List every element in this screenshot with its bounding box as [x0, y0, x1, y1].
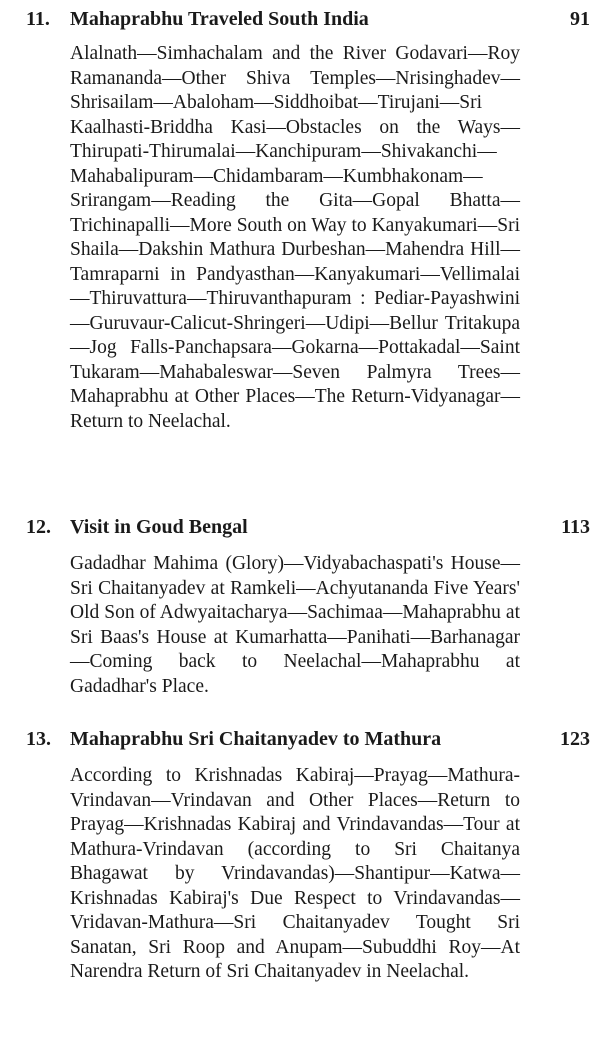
chapter-description: According to Krishnadas Kabiraj—Prayag—Mathura-Vrindavan—Vrindavan and Other Places—Return to Prayag—Krishnadas Kabiraj and Vrindavandas—Tour at Mathura-Vrindavan (according to Sri Chaitanya Bhagawat by Vrindavandas)—Shantipur—Katwa—Krishnadas Kabiraj's Due Respect to Vrindavandas—Vridavan-Mathura—Sri Chaitanyadev Tought Sri Sanatan, Sri Roop and Anupam—Subuddhi Roy—At Narendra Return of Sri Chaitanyadev in Neelachal. [70, 765, 520, 982]
chapter-description: Gadadhar Mahima (Glory)—Vidyabachaspati's House—Sri Chaitanyadev at Ramkeli—Achyutananda Five Years' Old Son of Adwyaitacharya—Sachimaa—Mahaprabhu at Sri Baas's House at Kumarhatta—Panihati—Barhanagar—Coming back to Neelachal—Mahaprabhu at Gadadhar's Place. [70, 553, 520, 697]
toc-entry-heading [0, 724, 600, 758]
chapter-title: Mahaprabhu Traveled South India [70, 8, 369, 30]
page-number: 91 [570, 8, 590, 30]
toc-entry-11 [0, 4, 600, 432]
chapter-title: Visit in Goud Bengal [70, 516, 248, 538]
toc-entry-heading [0, 4, 600, 38]
toc-entry-13 [0, 724, 600, 982]
chapter-number: 13. [26, 728, 51, 750]
chapter-number: 12. [26, 516, 51, 538]
chapter-number: 11. [26, 8, 50, 30]
toc-entry-12 [0, 512, 600, 697]
chapter-description: Alalnath—Simhachalam and the River Godavari—Roy Ramananda—Other Shiva Temples—Nrisinghadev—Shrisailam—Abaloham—Siddhoibat—Tirujani—Sri Kaalhasti-Briddha Kasi—Obstacles on the Ways—Thirupati-Thirumalai—Kanchipuram—Shivakanchi—Mahabalipuram—Chidambaram—Kumbhakonam—Srirangam—Reading the Gita—Gopal Bhatta—Trichinapalli—More South on Way to Kanyakumari—Sri Shaila—Dakshin Mathura Durbeshan—Mahendra Hill—Tamraparni in Pandyasthan—Kanyakumari—Vellimalai—Thiruvattura—Thiruvanthapuram : Pediar-Payashwini—Guruvaur-Calicut-Shringeri—Udipi—Bellur Tritakupa—Jog Falls-Panchapsara—Gokarna—Pottakadal—Saint Tukaram—Mahabaleswar—Seven Palmyra Trees—Mahaprabhu at Other Places—The Return-Vidyanagar—Return to Neelachal. [70, 43, 520, 432]
chapter-title: Mahaprabhu Sri Chaitanyadev to Mathura [70, 728, 442, 750]
toc-entry-heading [0, 512, 600, 546]
page-number: 113 [561, 516, 590, 538]
page-number: 123 [560, 728, 590, 750]
